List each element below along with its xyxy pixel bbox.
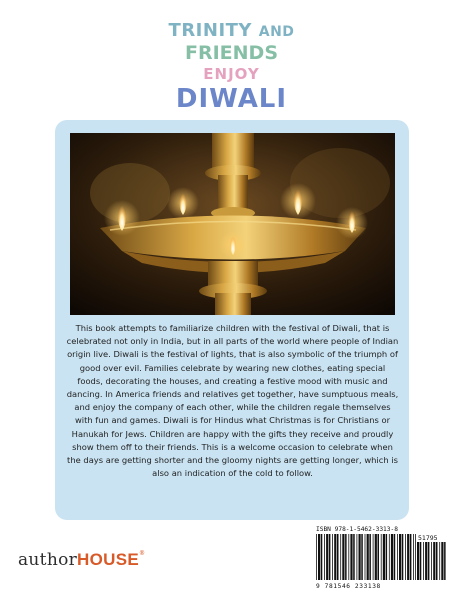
publisher-logo-part1: author xyxy=(18,550,78,570)
barcode-stripe xyxy=(444,542,446,580)
barcode-stripe xyxy=(436,542,438,580)
barcode-stripe xyxy=(389,534,390,580)
barcode-stripe xyxy=(361,534,363,580)
barcode-stripe xyxy=(353,534,355,580)
barcode-stripe xyxy=(324,534,325,580)
barcode-stripe xyxy=(334,534,336,580)
barcode-digits: 9 781546 233138 xyxy=(316,583,381,590)
publisher-logo xyxy=(18,550,145,570)
barcode-stripe xyxy=(433,542,435,580)
barcode-stripe xyxy=(381,534,382,580)
barcode-stripe xyxy=(357,534,358,580)
barcode-stripe xyxy=(423,542,424,580)
title-line-2: FRIENDS xyxy=(184,42,278,64)
barcode-stripe xyxy=(373,534,374,580)
barcode-stripe xyxy=(378,534,380,580)
barcode-stripe xyxy=(399,534,401,580)
barcode-stripe xyxy=(394,534,396,580)
diya-lamp-illustration xyxy=(70,133,395,315)
ean-barcode xyxy=(316,534,416,580)
barcode-stripe xyxy=(405,534,406,580)
price-code-text: 51795 xyxy=(418,534,438,542)
barcode-stripe xyxy=(439,542,440,580)
barcode-stripe xyxy=(383,534,385,580)
barcode-stripe xyxy=(321,534,323,580)
price-addon-barcode xyxy=(417,542,447,580)
barcode-stripe xyxy=(410,534,412,580)
barcode-stripe xyxy=(441,542,443,580)
barcode-stripe xyxy=(367,534,369,580)
title-line-4: DIWALI xyxy=(175,84,288,114)
barcode-stripe xyxy=(375,534,377,580)
barcode-stripe xyxy=(428,542,430,580)
barcode-stripe xyxy=(415,534,416,580)
barcode-stripe xyxy=(350,534,352,580)
title-word-trinity: TRINITY xyxy=(168,20,252,41)
barcode-stripe xyxy=(413,534,414,580)
barcode-stripe xyxy=(425,542,427,580)
barcode-stripe xyxy=(326,534,328,580)
barcode-stripe xyxy=(329,534,331,580)
publisher-logo-part2: HOUSE xyxy=(77,550,139,569)
barcode-stripe xyxy=(348,534,349,580)
barcode-stripe xyxy=(369,534,371,580)
barcode-stripe xyxy=(431,542,432,580)
title-word-and: AND xyxy=(258,24,295,40)
registered-mark: ® xyxy=(139,550,146,557)
barcode-stripe xyxy=(417,542,419,580)
barcode-stripe xyxy=(345,534,347,580)
barcode-stripe xyxy=(318,534,320,580)
book-description: This book attempts to familiarize children with the festival of Diwali, that is celebrated not only in India, but in all parts of the world where people of Indian origin live. Diwali is the festival of lights, that is also symbolic of the triumph of good over evil. Families celebrate by wearing new clothes, eating special foods, decorating the houses, and creating a festive mood with music and dancing. In America friends and relatives get together, have sumptuous meals, and enjoy the company of each other, while the children regale themselves with fun and games. Diwali is for Hindus what Christmas is for Christians or Hanukah for Jews. Children are happy with the gifts they receive and proudly show them off to their friends. This is a welcome occasion to celebrate when the days are getting shorter and the gloomy nights are getting longer, which is also an indication of the cold to follow. xyxy=(66,323,399,479)
barcode-stripe xyxy=(332,534,333,580)
barcode-stripe xyxy=(386,534,388,580)
barcode-stripe xyxy=(420,542,422,580)
barcode-stripe xyxy=(337,534,339,580)
barcode-stripe xyxy=(407,534,409,580)
barcode-stripe xyxy=(342,534,344,580)
title-line-1 xyxy=(0,20,463,41)
barcode-stripe xyxy=(359,534,361,580)
diya-lamp-photo xyxy=(70,133,395,315)
barcode-stripe xyxy=(316,534,317,580)
barcode-stripe xyxy=(397,534,398,580)
barcode-stripe xyxy=(340,534,341,580)
title-line-3: ENJOY xyxy=(203,65,260,83)
barcode-stripe xyxy=(365,534,366,580)
barcode-stripe xyxy=(391,534,393,580)
isbn-text: ISBN 978-1-5462-3313-8 xyxy=(316,526,398,533)
barcode-stripe xyxy=(402,534,404,580)
